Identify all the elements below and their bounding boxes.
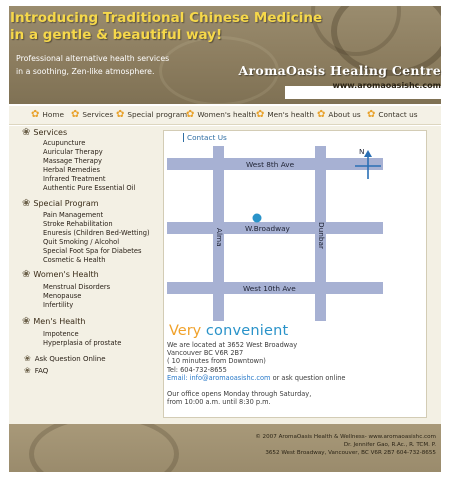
very-convenient-heading — [169, 322, 288, 340]
swirl-icon: ❀ — [22, 316, 31, 327]
location-marker[interactable] — [253, 214, 262, 223]
nav-mens-health[interactable]: ✿ Men's health — [256, 109, 315, 120]
address-note: ( 10 minutes from Downtown) — [167, 357, 266, 365]
sidebar-section-womens-health[interactable]: ❀ Women's Health — [22, 269, 99, 280]
sidebar-item-infrared-treatment[interactable]: Infrared Treatment — [43, 175, 106, 183]
address-city: Vancouver BC V6R 2B7 — [167, 349, 244, 357]
headline — [10, 10, 322, 44]
label-west-10th: West 10th Ave — [243, 284, 296, 293]
label-w-broadway: W.Broadway — [245, 224, 290, 233]
email-suffix: or ask question online — [272, 374, 346, 382]
sidebar-item-pain-management[interactable]: Pain Management — [43, 211, 104, 219]
flower-icon: ✿ — [186, 109, 195, 120]
nav-services[interactable]: ✿ Services — [71, 109, 114, 120]
flower-icon: ✿ — [367, 109, 376, 120]
tagline — [16, 52, 169, 78]
flower-icon: ✿ — [317, 109, 326, 120]
footer-copyright: © 2007 AromaOasis Health & Wellness- www.aromaoasishc.com — [255, 434, 436, 440]
tagline-line-2: in a soothing, Zen-like atmosphere. — [16, 67, 155, 76]
hours-line-2: from 10:00 a.m. until 8:30 p.m. — [167, 398, 271, 406]
heading-word-2: convenient — [205, 323, 289, 339]
address-line: We are located at 3652 West Broadway — [167, 341, 298, 349]
nav-contact-us[interactable]: ✿ Contact us — [367, 109, 418, 120]
sidebar-item-enuresis[interactable]: Enuresis (Children Bed-Wetting) — [43, 229, 150, 237]
sidebar-item-essential-oil[interactable]: Authentic Pure Essential Oil — [43, 184, 136, 192]
swirl-icon: ❀ — [22, 198, 31, 209]
sidebar-faq[interactable]: ❀ FAQ — [24, 366, 49, 375]
swirl-icon: ❀ — [24, 354, 31, 363]
brand-url[interactable]: www.aromaoasishc.com — [332, 81, 441, 90]
headline-line-2: in a gentle & beautiful way! — [10, 27, 223, 43]
sidebar-item-massage-therapy[interactable]: Massage Therapy — [43, 157, 102, 165]
sidebar-item-auricular-therapy[interactable]: Auricular Therapy — [43, 148, 103, 156]
nav-about-us[interactable]: ✿ About us — [317, 109, 361, 120]
sidebar-item-herbal-remedies[interactable]: Herbal Remedies — [43, 166, 101, 174]
sidebar-ask-question[interactable]: ❀ Ask Question Online — [24, 354, 106, 363]
headline-line-1: Introducing Traditional Chinese Medicine — [10, 10, 323, 26]
sidebar-section-services[interactable]: ❀ Services — [22, 127, 68, 138]
sidebar-section-special-program[interactable]: ❀ Special Program — [22, 198, 99, 209]
hours-line-1: Our office opens Monday through Saturday, — [167, 390, 312, 398]
sidebar-item-prostate[interactable]: Hyperplasia of prostate — [43, 339, 122, 347]
swirl-icon: ❀ — [22, 127, 31, 138]
email-line — [167, 374, 346, 382]
nav-special-program[interactable]: ✿ Special program — [116, 109, 188, 120]
flower-icon: ✿ — [116, 109, 125, 120]
sidebar-item-quit-smoking[interactable]: Quit Smoking / Alcohol — [43, 238, 120, 246]
decorative-swirl — [29, 424, 179, 472]
label-north: N — [359, 147, 365, 156]
location-map[interactable] — [167, 146, 387, 321]
heading-word-1: Very — [169, 323, 202, 339]
flower-icon: ✿ — [31, 109, 40, 120]
label-dunbar: Dunbar — [317, 222, 326, 249]
sidebar-item-stroke-rehabilitation[interactable]: Stroke Rehabilitation — [43, 220, 113, 228]
flower-icon: ✿ — [256, 109, 265, 120]
sidebar-item-infertility[interactable]: Infertility — [43, 301, 74, 309]
tagline-line-1: Professional alternative health services — [16, 54, 170, 63]
flower-icon: ✿ — [71, 109, 80, 120]
swirl-icon: ❀ — [24, 366, 31, 375]
email-prefix: Email: — [167, 374, 188, 382]
sidebar-item-foot-spa[interactable]: Special Foot Spa for Diabetes — [43, 247, 142, 255]
email-link[interactable]: info@aromaoasishc.com — [189, 374, 271, 382]
footer-doctor: Dr. Jennifer Gao, R.Ac., R. TCM. P. — [343, 442, 436, 448]
sidebar-item-menstrual-disorders[interactable]: Menstrual Disorders — [43, 283, 111, 291]
page-title: Contact Us — [183, 133, 227, 142]
brand-name: AromaOasis Healing Centre — [238, 63, 441, 78]
footer-address: 3652 West Broadway, Vancouver, BC V6R 2B7 604-732-8655 — [265, 450, 436, 456]
label-west-8th: West 8th Ave — [246, 160, 295, 169]
phone: Tel: 604-732-8655 — [167, 366, 227, 374]
top-nav — [9, 106, 441, 125]
label-alma: Alma — [215, 228, 224, 247]
sidebar-item-cosmetic-health[interactable]: Cosmetic & Health — [43, 256, 106, 264]
sidebar-section-mens-health[interactable]: ❀ Men's Health — [22, 316, 86, 327]
sidebar-item-menopause[interactable]: Menopause — [43, 292, 82, 300]
swirl-icon: ❀ — [22, 269, 31, 280]
nav-womens-health[interactable]: ✿ Women's health — [186, 109, 257, 120]
sidebar-item-acupuncture[interactable]: Acupuncture — [43, 139, 86, 147]
nav-home[interactable]: ✿ Home — [31, 109, 64, 120]
sidebar-item-impotence[interactable]: Impotence — [43, 330, 79, 338]
